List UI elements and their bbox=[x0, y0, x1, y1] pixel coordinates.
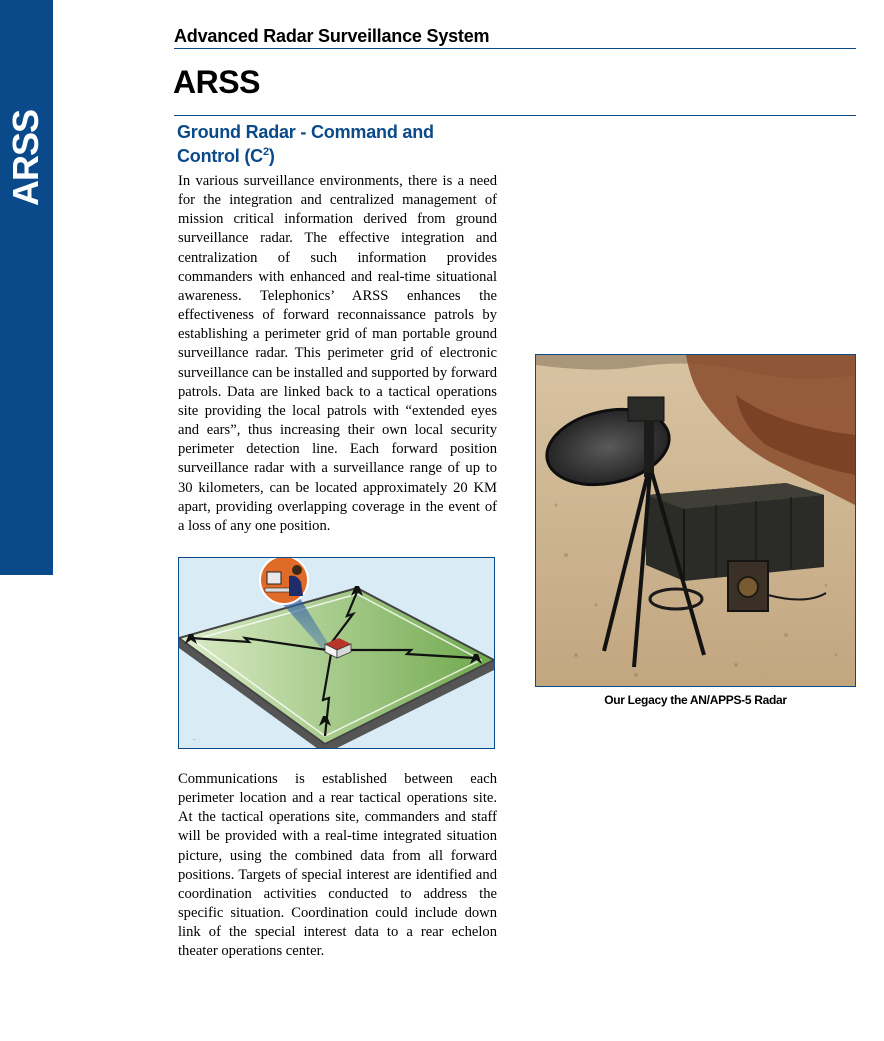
document-header-title: Advanced Radar Surveillance System bbox=[174, 26, 490, 46]
sidebar-label: ARSS bbox=[5, 109, 46, 207]
radar-photo bbox=[535, 354, 856, 687]
page-title: ARSS bbox=[173, 64, 260, 100]
section-heading-text: Ground Radar - Command and Control (C bbox=[177, 122, 434, 166]
section-heading-superscript: 2 bbox=[262, 146, 269, 158]
body-paragraph-communications: Communications is established between each perimeter location and a rear tactical operations site. At the tactical operations site, commanders and staff will be provided with a real-time integrated situation picture, using the combined data from all forward positions. Targets of special interest are identified and coordination activities conducted to address the specific situation. Coordination could include down link of the special interest data to a rear echelon theater operations center. bbox=[178, 771, 497, 960]
radar-photo-illustration bbox=[536, 355, 855, 686]
diagram-tiny-mark: .. bbox=[193, 736, 196, 742]
section-heading-end: ) bbox=[268, 146, 275, 166]
network-diagram-graphic bbox=[179, 558, 494, 748]
network-diagram bbox=[178, 557, 495, 749]
section-heading bbox=[177, 122, 497, 166]
operator-workstation-icon bbox=[260, 558, 308, 604]
header-divider bbox=[174, 48, 856, 49]
photo-caption: Our Legacy the AN/APPS-5 Radar bbox=[604, 693, 787, 707]
body-paragraph-intro: In various surveillance environments, there is a need for the integration and centralized management of mission critical information derived from ground surveillance radar. The effective integration and centralization of such information provides commanders with enhanced and real-time situational awareness. Telephonics’ ARSS enhances the effectiveness of forward reconnaissance patrols by establishing a perimeter grid of man portable ground surveillance radar. This perimeter grid of electronic surveillance can be installed and supported by forward patrols. Data are linked back to a tactical operations site providing the local patrols with “extended eyes and ears”, thus increasing their own local security perimeter detection line. Each forward position surveillance radar with a surveillance range of up to 30 kilometers, can be located approximately 20 KM apart, providing overlapping coverage in the event of a loss of any one position. bbox=[178, 173, 497, 534]
sidebar-band bbox=[0, 0, 53, 575]
title-divider bbox=[174, 115, 856, 116]
